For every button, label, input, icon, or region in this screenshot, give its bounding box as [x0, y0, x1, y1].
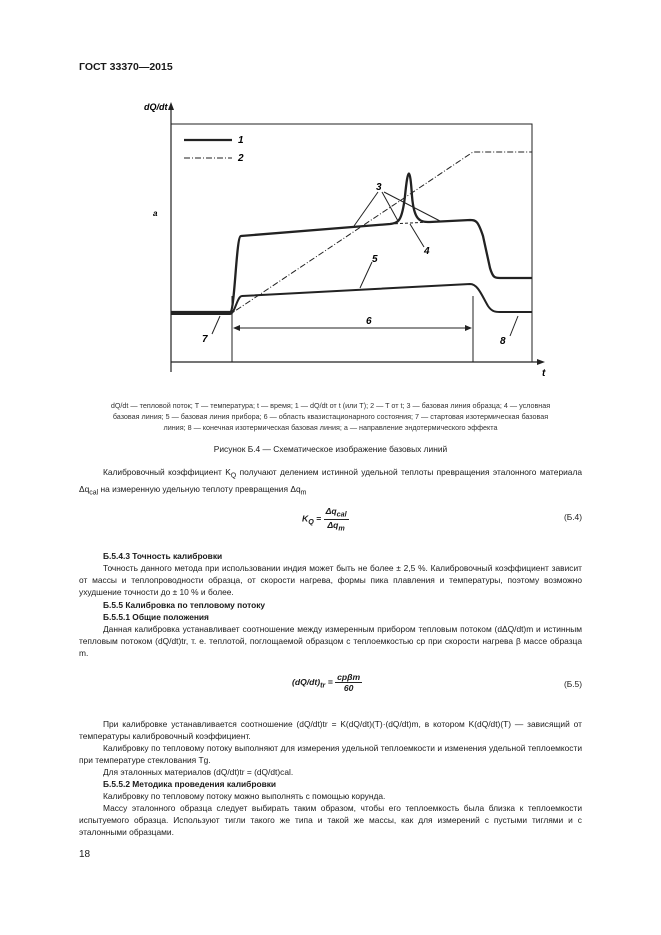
- paragraph-kq: Калибровочный коэффициент $K_Q$ получают делением истинной удельной теплоты превращения эталонного материала $\Delta q_{cal}$ на измеренную удельную теплоту превращения $\Delta q_m$: [79, 467, 582, 497]
- y-axis-arrow: [168, 102, 174, 110]
- figure-title: Рисунок Б.4 — Схематическое изображение базовых линий: [213, 444, 448, 454]
- y-axis-label: dQ/dt: [144, 102, 168, 112]
- callout-3: 3: [376, 182, 382, 193]
- legend-label-2: 2: [238, 153, 244, 164]
- paragraph-reference: Для эталонных материалов (dQ/dt)tr = (dQ/dt)cal.: [103, 767, 294, 777]
- paragraph-relation: При калибровке устанавливается соотношение (dQ/dt)tr = K(dQ/dt)(T)·(dQ/dt)m, в котором K(dQ/dt)(T) — зависящий от температуры калибровочный коэффициент.: [79, 719, 582, 741]
- heading-b5552: Б.5.5.2 Методика проведения калибровки: [103, 779, 277, 789]
- equation-number-b5: (Б.5): [563, 679, 582, 689]
- instrument-baseline-curve: [171, 284, 532, 314]
- paragraph-calibration: Данная калибровка устанавливает соотношение между измеренным прибором тепловым потоком (dΔQ/dt)m и истинным тепловым потоком (dQ/dt)tr, т. е. теплотой, поглощаемой образцом с теплоемкостью cp при скорости нагрева β массе образца m.: [79, 624, 582, 658]
- callout-7: 7: [202, 334, 208, 345]
- callout-5: 5: [372, 254, 378, 265]
- heading-b543: Б.5.4.3 Точность калибровки: [103, 551, 223, 561]
- heading-b555: Б.5.5 Калибровка по тепловому потоку: [103, 600, 266, 610]
- figure-legend: dQ/dt — тепловой поток; T — температура; t — время; 1 — dQ/dt от t (или T); 2 — T от t; 3 — базовая линия образца; 4 — условная базовая линия; 5 — базовая линия прибора; 6 — область квазистационарного состояния; 7 — стартовая изотермическая базовая линия; 8 — конечная изотермическая базовая линия; a — направление эндотермического эффекта: [110, 401, 551, 432]
- paragraph-corundum: Калибровку по тепловому потоку можно выполнять с помощью корунда.: [103, 791, 386, 801]
- plot-frame: [171, 124, 532, 362]
- x-axis-arrow: [537, 359, 545, 365]
- paragraph-purpose: Калибровку по тепловому потоку выполняют для измерения удельной теплоемкости и изменения удельной теплоемкости при температуре стеклования Tg.: [79, 743, 582, 765]
- paragraph-mass: Массу эталонного образца следует выбирать таким образом, чтобы его теплоемкость была близка к теплоемкости испытуемого образца. Используют тигли такого же типа и такой же массы, как для измерений с пустыми тиглями и с эталонными образцами.: [79, 803, 582, 837]
- legend-label-1: 1: [238, 135, 244, 146]
- baseline-figure: [140, 96, 560, 386]
- paragraph-accuracy: Точность данного метода при использовании индия может быть не более ± 2,5 %. Калибровочный коэффициент зависит от массы и теплопроводности образца, от скорости нагрева, формы пика плавления и температуры, поэтому возможно ухудшение точности до ± 10 % и более.: [79, 563, 582, 597]
- callout-8: 8: [500, 336, 506, 347]
- callout-4: 4: [424, 246, 430, 257]
- formula-b4: $K_Q$ = $\frac{\Delta q_{cal}}{\Delta q_m}$: [302, 506, 347, 533]
- heading-b5551: Б.5.5.1 Общие положения: [103, 612, 209, 622]
- callout-6: 6: [366, 316, 372, 327]
- document-header: ГОСТ 33370—2015: [79, 61, 173, 73]
- endotherm-direction-label: a: [153, 209, 158, 218]
- page-number: 18: [79, 849, 91, 860]
- equation-number-b4: (Б.4): [563, 512, 582, 522]
- x-axis-label: t: [542, 368, 546, 379]
- formula-b5: $(dQ/dt)_{tr}$ = $\frac{\text{cpβm}}{60}$: [292, 672, 361, 693]
